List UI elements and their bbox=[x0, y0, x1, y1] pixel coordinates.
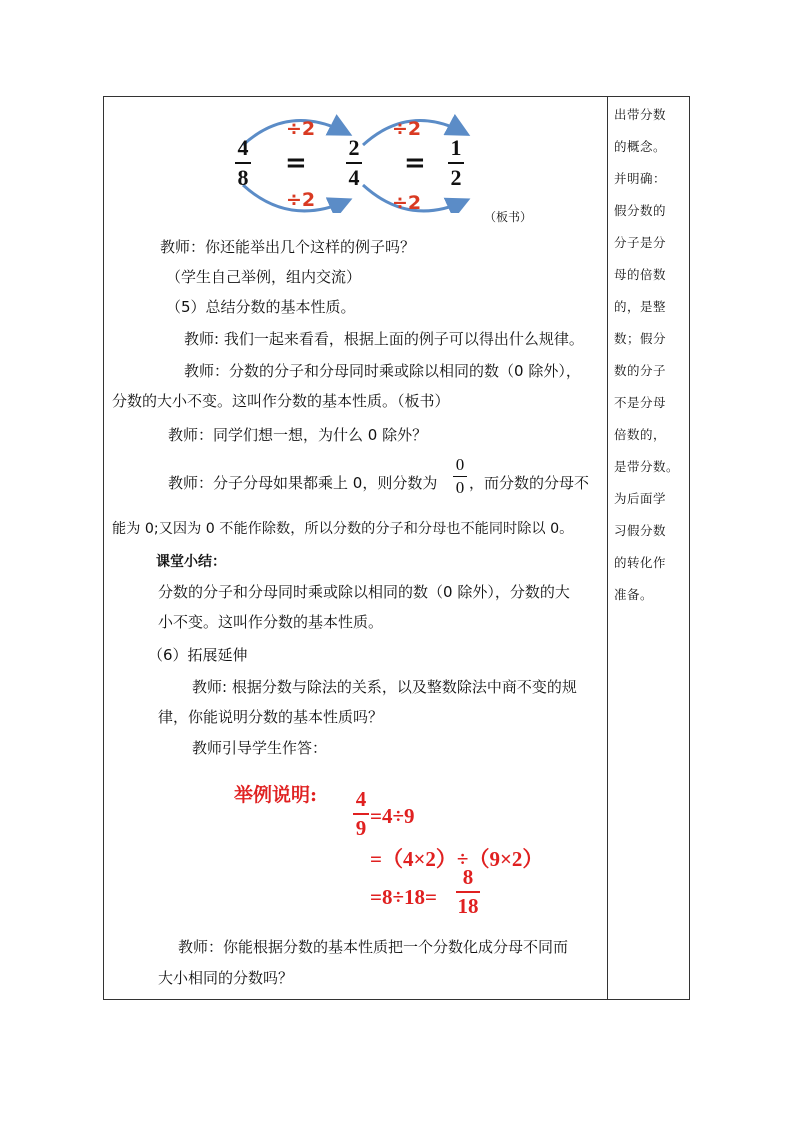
text-line: 教师：分子分母如果都乘上 0，则分数为 bbox=[168, 474, 438, 492]
side-note-line: 习假分数 bbox=[614, 523, 667, 538]
side-note-line: 准备。 bbox=[614, 587, 654, 602]
side-note-line: 为后面学 bbox=[614, 491, 667, 506]
equals-sign-2: = bbox=[404, 148, 426, 178]
text-line: ，而分数的分母不 bbox=[469, 474, 590, 492]
text-line: 教师引导学生作答： bbox=[192, 739, 328, 757]
main-column bbox=[104, 97, 607, 999]
side-note-line: 数；假分 bbox=[614, 331, 667, 346]
text-line: 教师：你能根据分数的基本性质把一个分数化成分母不同而 bbox=[178, 938, 569, 956]
text-line: 分数的大小不变。这叫作分数的基本性质。（板书） bbox=[112, 392, 450, 410]
side-note-line: 假分数的 bbox=[614, 203, 667, 218]
fraction-2-4: 2 4 bbox=[346, 135, 362, 191]
example-line-1: =4÷9 bbox=[370, 804, 415, 828]
side-note-line: 分子是分 bbox=[614, 235, 667, 250]
side-note-line: 并明确： bbox=[614, 171, 667, 186]
text-line: 教师: 我们一起来看看，根据上面的例子可以得出什么规律。 bbox=[184, 330, 584, 348]
text-line: 分数的分子和分母同时乘或除以相同的数（0 除外），分数的大 bbox=[158, 583, 570, 601]
equals-sign-1: = bbox=[285, 148, 307, 178]
board-note: （板书） bbox=[484, 210, 533, 224]
side-note-line: 是带分数。 bbox=[614, 459, 680, 474]
section-heading: （5）总结分数的基本性质。 bbox=[166, 298, 356, 316]
text-line: 能为 0;又因为 0 不能作除数，所以分数的分子和分母也不能同时除以 0。 bbox=[112, 521, 574, 537]
fraction-1-2: 1 2 bbox=[448, 135, 464, 191]
text-line: 教师: 根据分数与除法的关系，以及整数除法中商不变的规 bbox=[192, 678, 577, 696]
side-note-line: 出带分数 bbox=[614, 107, 667, 122]
section-heading: （6）拓展延伸 bbox=[148, 646, 248, 664]
example-heading: 举例说明: bbox=[234, 784, 318, 806]
example-fraction-8-18: 8 18 bbox=[457, 865, 479, 918]
side-note-line: 不是分母 bbox=[614, 395, 667, 410]
side-note-line: 数的分子 bbox=[614, 363, 667, 378]
divide-label-bottom-1: ÷2 bbox=[286, 189, 316, 211]
side-notes-column bbox=[608, 97, 690, 999]
divide-label-bottom-2: ÷2 bbox=[392, 192, 422, 214]
text-line: 教师：同学们想一想，为什么 0 除外？ bbox=[168, 426, 428, 444]
side-note-line: 倍数的， bbox=[614, 427, 667, 442]
example-fraction-4-9: 4 9 bbox=[353, 787, 369, 841]
fraction-4-8: 4 8 bbox=[235, 135, 251, 191]
divide-label-top-1: ÷2 bbox=[286, 118, 316, 140]
text-line: 律，你能说明分数的基本性质吗？ bbox=[158, 708, 384, 726]
example-line-3: =8÷18= bbox=[370, 885, 437, 909]
text-line: （学生自己举例，组内交流） bbox=[166, 268, 362, 286]
side-note-line: 的转化作 bbox=[614, 555, 667, 570]
lesson-table bbox=[103, 96, 690, 1000]
divide-label-top-2: ÷2 bbox=[392, 118, 422, 140]
fraction-0-0: 0 0 bbox=[453, 455, 467, 498]
text-line: 教师：分数的分子和分母同时乘或除以相同的数（0 除外）， bbox=[184, 362, 581, 380]
side-note-line: 的，是整 bbox=[614, 299, 667, 314]
example-line-2: =（4×2）÷（9×2） bbox=[370, 847, 544, 871]
text-line: 大小相同的分数吗？ bbox=[158, 969, 294, 987]
text-line: 小不变。这叫作分数的基本性质。 bbox=[158, 613, 384, 631]
text-line: 教师：你还能举出几个这样的例子吗？ bbox=[160, 238, 416, 256]
side-note-line: 母的倍数 bbox=[614, 267, 667, 282]
side-note-line: 的概念。 bbox=[614, 139, 667, 154]
summary-heading: 课堂小结： bbox=[156, 554, 226, 570]
